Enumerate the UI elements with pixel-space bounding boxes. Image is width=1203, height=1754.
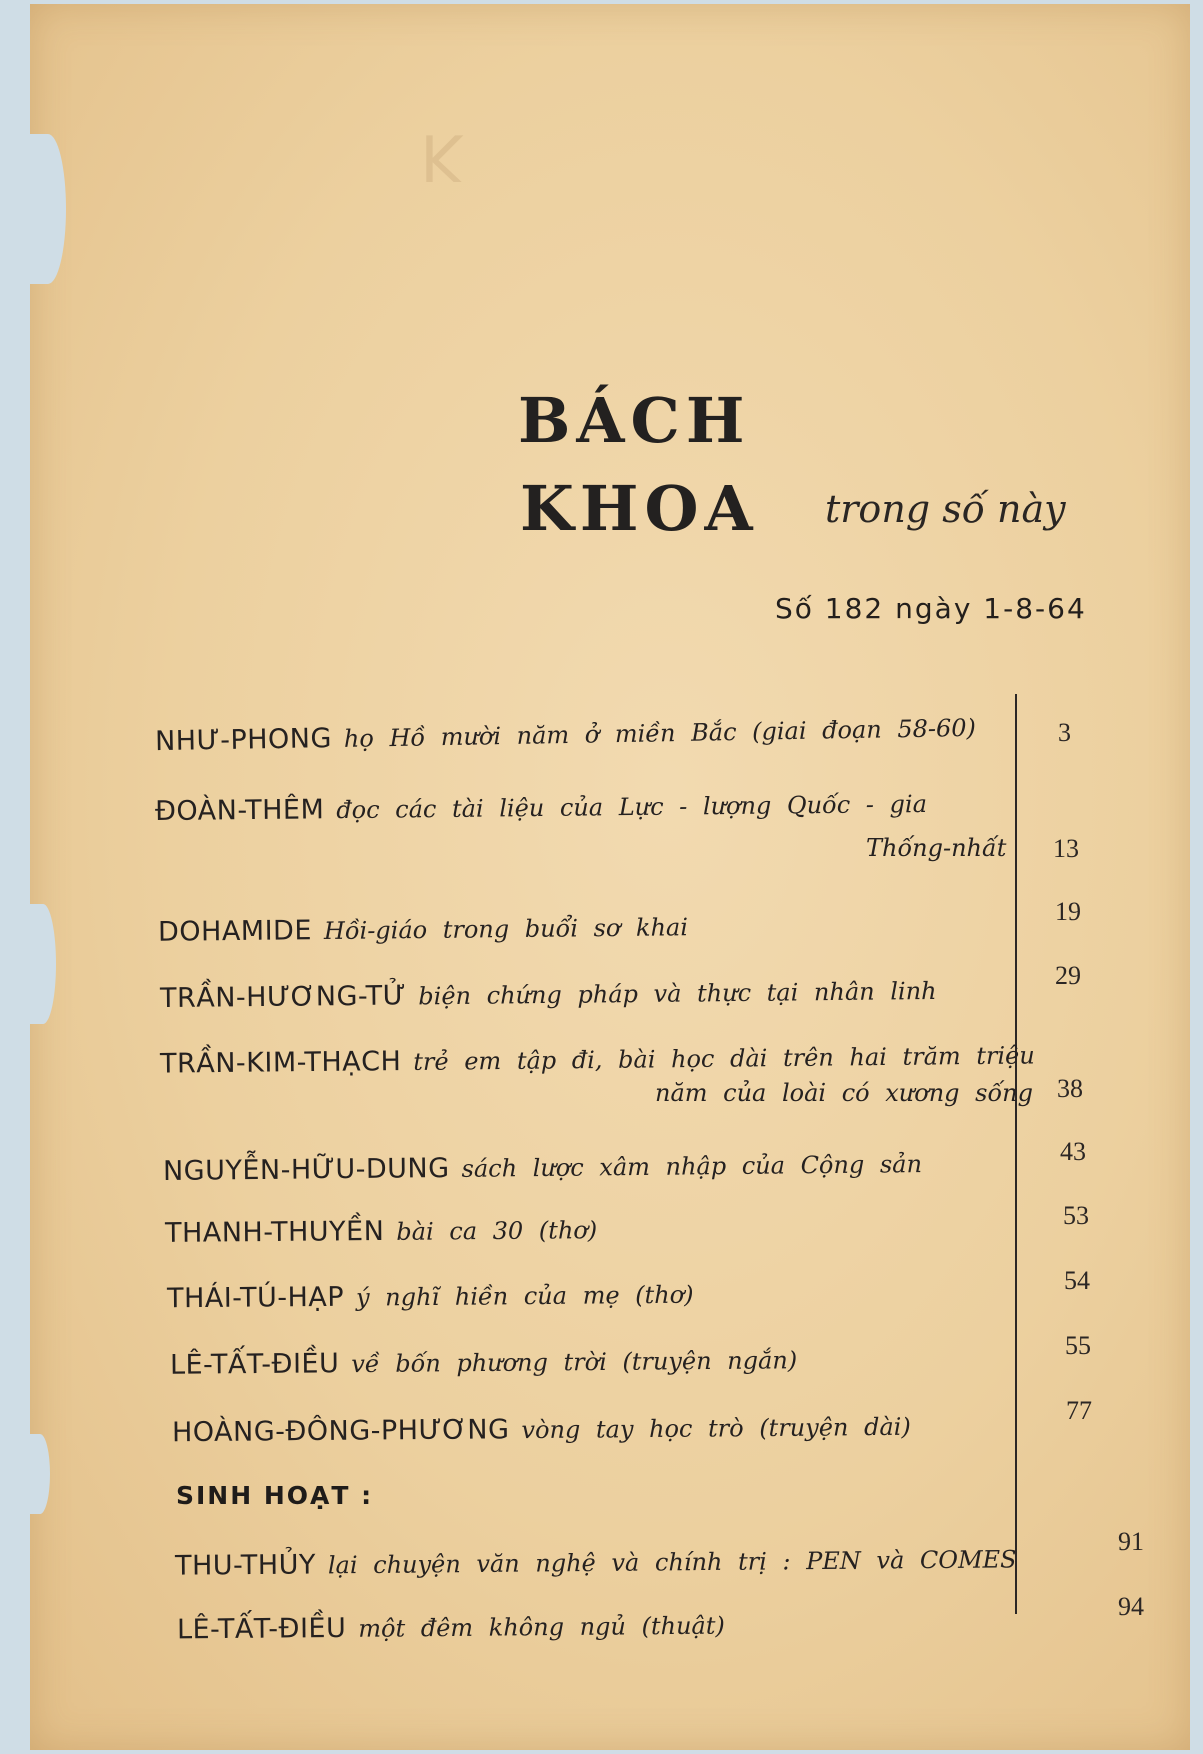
issue-info: Số 182 ngày 1-8-64 (775, 592, 1087, 625)
toc-page-number: 55 (1065, 1331, 1091, 1360)
toc-page-number: 77 (1066, 1396, 1092, 1425)
toc-page-number: 54 (1064, 1266, 1090, 1295)
magazine-title-line2: KHOA (520, 472, 759, 545)
toc-page-number: 53 (1063, 1201, 1089, 1230)
toc-author: ĐOÀN-THÊM (154, 794, 325, 828)
toc-title: họ Hồ mười năm ở miền Bắc (giai đoạn 58-60) (343, 713, 977, 753)
toc-author: THÁI-TÚ-HẠP (166, 1281, 345, 1315)
toc-page-number: 91 (1118, 1527, 1144, 1556)
toc-title: bài ca 30 (thơ) (396, 1216, 598, 1246)
toc-title: Hồi-giáo trong buổi sơ khai (323, 913, 689, 946)
toc-author: LÊ-TẤT-ĐIỀU (176, 1612, 347, 1646)
section-heading: SINH HOẠT : (176, 1481, 374, 1510)
toc-title: vòng tay học trò (truyện dài) (521, 1412, 911, 1445)
toc-title: một đêm không ngủ (thuật) (358, 1611, 725, 1643)
toc-author: TRẦN-HƯƠNG-TỬ (159, 980, 407, 1015)
toc-page-number: 29 (1055, 961, 1081, 990)
toc-title-continued: năm của loài có xương sống (655, 1079, 1033, 1107)
toc-entry (163, 1148, 922, 1187)
toc-title: về bốn phương trời (truyện ngắn) (351, 1346, 798, 1379)
toc-author: NGUYỄN-HỮU-DUNG (162, 1152, 450, 1187)
toc-page-number: 13 (1053, 834, 1079, 863)
torn-edge (30, 1434, 50, 1514)
magazine-subtitle: trong số này (825, 487, 1066, 531)
toc-entry (167, 1279, 694, 1315)
toc-page-number: 19 (1055, 897, 1081, 926)
toc-page-number: 94 (1118, 1592, 1144, 1621)
toc-entry (177, 1610, 725, 1646)
toc-author: LÊ-TẤT-ĐIỀU (169, 1348, 340, 1381)
toc-page-number: 43 (1060, 1137, 1086, 1166)
toc-title: ý nghĩ hiền của mẹ (thơ) (355, 1280, 694, 1312)
toc-author: DOHAMIDE (157, 915, 313, 948)
page-column-rule (1015, 694, 1017, 1614)
toc-title: lại chuyện văn nghệ và chính trị : PEN và COMES (327, 1545, 1017, 1580)
toc-title: sách lược xâm nhập của Cộng sản (461, 1150, 923, 1183)
toc-entry (160, 1039, 1035, 1079)
torn-edge (30, 904, 56, 1024)
toc-page-number: 3 (1058, 718, 1071, 747)
toc-entry (160, 975, 937, 1014)
toc-author: NHƯ-PHONG (154, 723, 333, 758)
toc-entry (172, 1411, 911, 1448)
toc-author: HOÀNG-ĐÔNG-PHƯƠNG (171, 1414, 510, 1449)
toc-title: trẻ em tập đi, bài học dài trên hai trăm triệu (413, 1041, 1035, 1076)
toc-title: đọc các tài liệu của Lực - lượng Quốc - gia (336, 789, 928, 825)
toc-title: biện chứng pháp và thực tại nhân linh (418, 976, 937, 1011)
toc-entry (165, 1214, 597, 1249)
toc-author: THANH-THUYỀN (164, 1215, 385, 1249)
toc-entry (155, 788, 927, 827)
toc-entry (175, 1543, 1017, 1581)
toc-author: THU-THỦY (174, 1549, 317, 1582)
toc-page-number: 38 (1057, 1074, 1083, 1103)
torn-edge (30, 134, 66, 284)
toc-entry (155, 712, 976, 757)
bleed-through-mark: ꓘ (420, 124, 462, 198)
toc-author: TRẦN-KIM-THẠCH (159, 1046, 402, 1080)
toc-title-continued: Thống-nhất (866, 834, 1007, 862)
toc-entry (170, 1344, 797, 1380)
toc-entry (158, 911, 688, 948)
magazine-title-line1: BÁCH (518, 384, 751, 457)
magazine-page (30, 4, 1190, 1750)
